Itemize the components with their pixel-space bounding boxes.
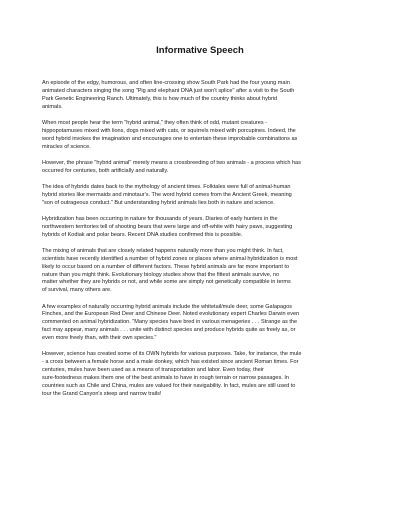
paragraph: However, science has created some of its OWN hybrids for various purposes. Take, for instance, the mule - a cross between a female horse and a male donkey, which has existed since ancient Roman times. For centuries, mules have been used as a means of transportation and labor. Even today, their sure-footedness makes them one of the best animals to have in rough terrain or narrow passages. In countries such as Chile and China, mules are valued for their navigability. In fact, mules are still used to tour the Grand Canyon's steep and narrow trails! xyxy=(42,351,302,397)
paragraph: Hybridization has been occurring in nature for thousands of years. Diaries of early hunters in the northwestern territories tell of shooting bears that were large and off-white with hairy paws, suggesting hybrids of Kodiak and polar bears. Recent DNA studies confirmed this is possible. xyxy=(42,215,293,238)
paragraph: A few examples of naturally occurring hybrid animals include the whitetail/mule deer, some Galapagos Finches, and the European Red Deer and Chinese Deer. Noted evolutionary expert Charles Darwin even commented on animal hybridization. "Many species have bred in various menageries . . . Strange as the fact may appear, many animals . . . unite with distinct species and produce hybrids quite as freely as, or even more freely than, with their own species." xyxy=(42,303,300,342)
paragraph: An episode of the edgy, humorous, and often line-crossing show South Park had the four young main animated characters singing the song "Pig and elephant DNA just won't splice" after a visit to the South Park Genetic Engineering Ranch. Ultimately, this is how much of the country thinks about hybrid animals. xyxy=(42,80,295,110)
paragraph: The idea of hybrids dates back to the mythology of ancient times. Folktales were full of animal-human hybrid stories like mermaids and minotaur's. The word hybrid comes from the Ancient Greek, meaning "son of outrageous conduct." But understanding hybrid animals lies both in nature and science. xyxy=(42,183,292,206)
document-title: Informative Speech xyxy=(156,45,244,56)
paragraph: The mixing of animals that are closely related happens naturally more than you might think. In fact, scientists have recently identified a number of hybrid zones or places where animal hybridization is most likely to occur based on a number of different factors. These hybrid animals are far more important to nature than you might think. Evolutionary biology studies show that the fittest animals survive, no matter whether they are hybrids or not, and while some are simply not genetically compatible in terms of survival, many others are. xyxy=(42,247,298,294)
paragraph: When most people hear the term "hybrid animal," they often think of odd, mutant creatures - hippopotamuses mixed with lions, dogs mixed with cats, or squirrels mixed with porcupines. Indeed, the word hybrid invokes the imagination and encourages one to entertain these improbable combinations as miracles of science. xyxy=(42,119,298,150)
paragraph: However, the phrase "hybrid animal" merely means a crossbreeding of two animals - a process which has occurred for centuries, both artificially and naturally. xyxy=(42,159,301,174)
